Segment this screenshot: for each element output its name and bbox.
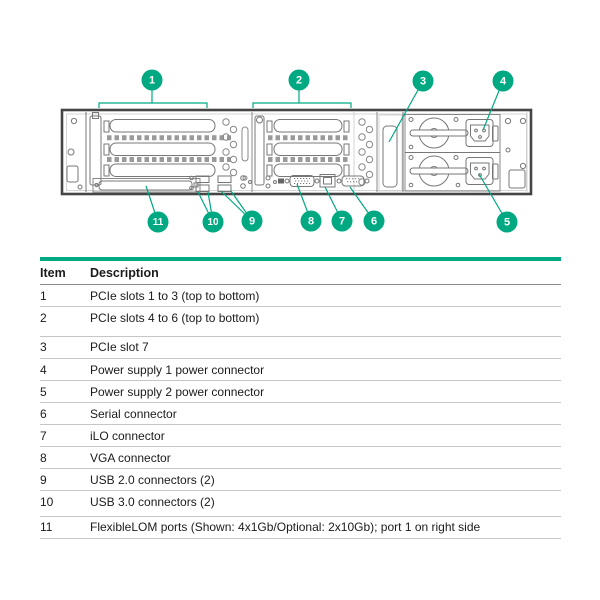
table-header — [40, 261, 561, 285]
callout-1 — [99, 70, 207, 109]
table-row — [40, 447, 561, 469]
table-row — [40, 403, 561, 425]
callout-number: 5 — [503, 216, 511, 229]
table-row — [40, 337, 561, 359]
server-rear-diagram — [0, 0, 600, 248]
item-number: 5 — [40, 385, 47, 399]
item-description: FlexibleLOM ports (Shown: 4x1Gb/Optional: 2x10Gb); port 1 on right side — [90, 520, 481, 534]
item-description: VGA connector — [90, 451, 171, 465]
item-number: 9 — [40, 473, 47, 487]
callout-number: 3 — [419, 75, 427, 88]
item-description: Serial connector — [90, 407, 177, 421]
item-description: Power supply 2 power connector — [90, 385, 265, 399]
table-row — [40, 307, 561, 337]
callout-2 — [253, 70, 351, 109]
item-number: 8 — [40, 451, 47, 465]
callout-number: 8 — [307, 215, 315, 228]
item-description: Power supply 1 power connector — [90, 363, 265, 377]
table-row — [40, 517, 561, 539]
callout-9 — [221, 191, 263, 232]
callout-number: 7 — [338, 215, 346, 228]
item-number: 3 — [40, 340, 47, 354]
item-description: PCIe slot 7 — [90, 340, 149, 354]
callout-number: 9 — [248, 215, 256, 228]
header-item: Item — [40, 266, 66, 280]
item-description: USB 2.0 connectors (2) — [90, 473, 215, 487]
item-number: 7 — [40, 429, 47, 443]
item-description: iLO connector — [90, 429, 165, 443]
table-body — [40, 285, 561, 539]
callout-10 — [198, 192, 224, 233]
table-row — [40, 381, 561, 403]
table-row — [40, 425, 561, 447]
table-row — [40, 469, 561, 491]
callout-number: 10 — [207, 217, 219, 228]
item-number: 4 — [40, 363, 47, 377]
legend-table — [40, 257, 561, 539]
callout-number: 2 — [295, 74, 303, 87]
item-number: 10 — [40, 495, 54, 509]
callout-number: 1 — [148, 74, 156, 87]
item-description: PCIe slots 4 to 6 (top to bottom) — [90, 311, 260, 325]
item-number: 2 — [40, 311, 47, 325]
item-description: PCIe slots 1 to 3 (top to bottom) — [90, 289, 260, 303]
table-row — [40, 359, 561, 381]
item-number: 6 — [40, 407, 47, 421]
callout-number: 6 — [370, 215, 378, 228]
item-description: USB 3.0 connectors (2) — [90, 495, 215, 509]
callout-number: 11 — [152, 217, 164, 228]
table-row — [40, 285, 561, 307]
item-number: 11 — [40, 520, 53, 534]
table-row — [40, 491, 561, 517]
item-number: 1 — [40, 289, 47, 303]
header-description: Description — [90, 266, 159, 280]
chassis — [62, 110, 531, 194]
callout-number: 4 — [499, 75, 507, 88]
monitor-icon — [278, 179, 284, 184]
